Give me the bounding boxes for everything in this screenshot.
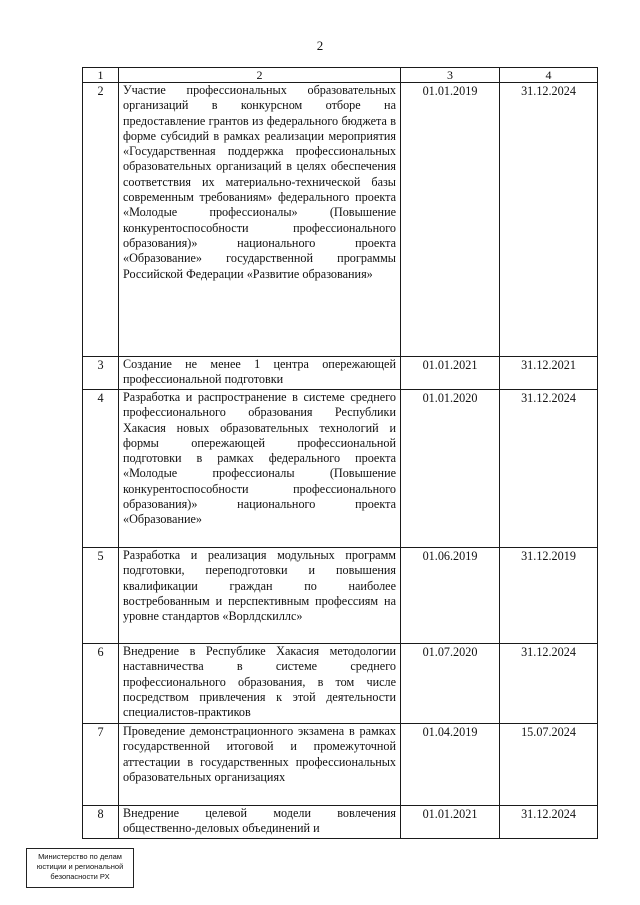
row-end-date: 31.12.2024 [500,806,598,839]
row-end-date: 31.12.2021 [500,357,598,390]
row-description: Внедрение целевой модели вовлечения общественно-деловых объединений и [123,806,396,836]
page-number: 2 [316,38,324,53]
row-number: 6 [83,644,119,724]
row-number: 5 [83,548,119,644]
header-cell-4: 4 [500,68,598,83]
row-start-date: 01.01.2021 [401,357,500,390]
row-start-date: 01.06.2019 [401,548,500,644]
table-row [83,357,598,390]
row-end-date: 31.12.2024 [500,644,598,724]
stamp-line-2: юстиции и региональной [36,862,124,871]
row-description: Разработка и реализация модульных программ подготовки, переподготовки и повышения квалификации граждан по наиболее востребованным и перспективным профессиям на уровне стандартов «Ворлдскиллс» [123,548,396,624]
row-end-date: 31.12.2024 [500,390,598,548]
row-description: Проведение демонстрационного экзамена в рамках государственной итоговой и промежуточной аттестации в государственных профессиональных образовательных организациях [123,724,396,784]
row-number: 8 [83,806,119,839]
row-start-date: 01.01.2021 [401,806,500,839]
table-header-row [83,68,598,83]
row-description: Внедрение в Республике Хакасия методологии наставничества в системе среднего профессионального образования, в том числе посредством привлечения к этой деятельности специалистов-практиков [123,644,396,720]
row-end-date: 31.12.2024 [500,83,598,357]
row-end-date: 15.07.2024 [500,724,598,806]
header-cell-3: 3 [401,68,500,83]
table-row [83,548,598,644]
table-row [83,806,598,839]
row-end-date: 31.12.2019 [500,548,598,644]
table-row [83,83,598,357]
row-description: Создание не менее 1 центра опережающей профессиональной подготовки [123,357,396,387]
row-start-date: 01.01.2020 [401,390,500,548]
table-row [83,390,598,548]
stamp-line-1: Министерство по делам [38,852,122,861]
row-start-date: 01.07.2020 [401,644,500,724]
header-cell-2: 2 [119,68,401,83]
header-cell-1: 1 [83,68,119,83]
measures-table [82,67,598,839]
row-description: Участие профессиональных образовательных организаций в конкурсном отборе на предоставление грантов из федерального бюджета в форме субсидий в рамках реализации мероприятия «Государственная поддержка профессиональных образовательных организаций в целях обеспечения соответствия их материально-технической базы современным требованиям» федерального проекта «Молодые профессионалы» (Повышение конкурентоспособности профессионального образования)» национального проекта «Образование» государственной программы Российской Федерации «Развитие образования» [123,83,396,281]
table-row [83,724,598,806]
stamp-line-3: безопасности РХ [50,872,110,881]
table-row [83,644,598,724]
row-start-date: 01.01.2019 [401,83,500,357]
row-number: 3 [83,357,119,390]
row-number: 4 [83,390,119,548]
row-number: 7 [83,724,119,806]
row-description: Разработка и распространение в системе среднего профессионального образования Республики Хакасия новых образовательных технологий и формы опережающей профессиональной подготовки в рамках федерального проекта «Молодые профессионалы (Повышение конкурентоспособности профессионального образования)» национального проекта «Образование» [123,390,396,527]
row-start-date: 01.04.2019 [401,724,500,806]
row-number: 2 [83,83,119,357]
ministry-stamp [26,848,134,888]
